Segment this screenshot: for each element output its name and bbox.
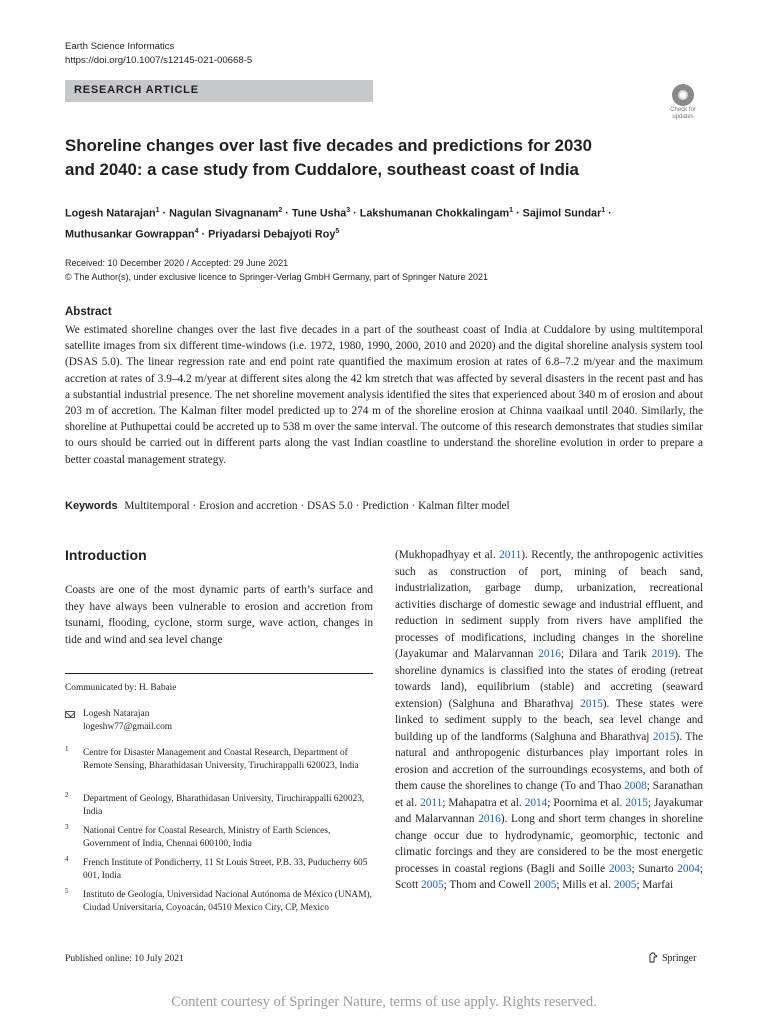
citation-link[interactable]: 2016 (478, 813, 501, 825)
doi-link[interactable]: https://doi.org/10.1007/s12145-021-00668-5 (65, 55, 253, 66)
publisher-logo (648, 952, 696, 964)
received-accepted-dates: Received: 10 December 2020 / Accepted: 29 June 2021 (65, 258, 289, 268)
affiliation-number: 2 (65, 791, 69, 799)
author-name: Lakshumanan Chokkalingam (359, 207, 510, 220)
affiliation-text: Centre for Disaster Management and Coastal Research, Department of Remote Sensing, Bharathidasan University, Tiruchirappalli 620023, India (83, 748, 359, 771)
abstract-heading: Abstract (65, 306, 112, 318)
citation-link[interactable]: 2019 (651, 648, 675, 660)
citation-link[interactable]: 2015 (652, 730, 676, 743)
publisher-name: Springer (662, 953, 697, 964)
affiliation-number: 4 (65, 855, 69, 863)
affiliation-text: French Institute of Pondicherry, 11 St Louis Street, P.B. 33, Puducherry 605 001, India (83, 858, 368, 881)
citation-link[interactable]: 2003 (608, 862, 632, 875)
author-name: Tune Usha (291, 207, 347, 220)
check-for-updates-badge[interactable] (664, 84, 702, 122)
check-updates-label: Check for updates (670, 107, 696, 120)
author-name: Nagulan Sivagnanam (169, 207, 279, 220)
author-affiliation-sup: 2 (278, 207, 283, 214)
affiliation-text: Department of Geology, Bharathidasan University, Tiruchirappalli 620023, India (83, 794, 365, 817)
affiliation-text: Instituto de Geología, Universidad Nacional Autónoma de México (UNAM), Ciudad Universitaria, Coyoacán, 04510 Mexico City, CP, Mexico (83, 890, 372, 913)
citation-link[interactable]: 2011 (499, 549, 522, 561)
affiliation-number: 3 (65, 823, 69, 831)
corresponding-email[interactable]: logeshw77@gmail.com (83, 722, 173, 732)
affiliation-number: 1 (65, 745, 69, 753)
article-title (65, 134, 665, 182)
introduction-col2-text: (Mukhopadhyay et al. 2011). Recently, the anthropogenic activities such as construction of port, mining of beach sand, industrialization, garbage dump, urbanization, recreational activities discharge of domestic sewage and industrial effluent, and reduction in sediment supply from rivers have amplified the processes of modifications, including changes in the shoreline (Jayakumar and Malarvannan 2016; Dilara and Tarik 2019). The shoreline dynamics is classified into the states of eroding (retreat towards land), equilibrium (stable) and accreting (seaward extension) (Salghuna and Bharathvaj 2015). These states were linked to sediment supply to the beach, sea level change and building up of the landforms (Salghuna and Bharathvaj 2015). The natural and anthropogenic disturbances play important roles in erosion and accretion of the surroundings ecosystems, and both of them cause the shorelines to change (To and Thao 2008; Saranathan et al. 2011; Mahapatra et al. 2014; Poornima et al. 2015; Jayakumar and Malarvannan 2016). Long and short term changes in shoreline change occur due to hydrodynamic, geomorphic, tectonic and climatic forcings and they are considered to be the most energetic processes in coastal regions (Bagli and Soille 2003; Sunarto 2004; Scott 2005; Thom and Cowell 2005; Mills et al. 2005; Marfai (395, 549, 703, 891)
check-updates-icon (672, 84, 694, 106)
author-line-2: Muthusankar Gowrappan$^4$ · Priyadarsi Debajyoti Roy$^5$ (65, 227, 340, 241)
springer-horse-icon (648, 952, 658, 963)
email-icon (65, 711, 75, 718)
journal-name: Earth Science Informatics (65, 41, 175, 52)
citation-link[interactable]: 2016 (538, 648, 561, 660)
journal-header (65, 40, 252, 68)
article-type-label: RESEARCH ARTICLE (74, 84, 199, 96)
introduction-heading: Introduction (65, 547, 147, 563)
article-meta (65, 257, 488, 284)
author-affiliation-sup: 1 (155, 207, 160, 214)
introduction-col1-text: Coasts are one of the most dynamic parts of earth’s surface and they have always been vulnerable to erosion and accretion from tsunami, flooding, cyclone, storm surge, wave action, changes in tide and wind and sea level change (65, 584, 373, 646)
citation-link[interactable]: 2004 (677, 862, 700, 875)
communicated-by: Communicated by: H. Babaie (65, 683, 177, 693)
citation-link[interactable]: 2014 (524, 796, 548, 809)
author-list (65, 202, 705, 243)
citation-link[interactable]: 2008 (624, 780, 647, 792)
affiliation-number: 5 (65, 887, 69, 895)
author-affiliation-sup: 1 (601, 207, 606, 214)
author-affiliation-sup: 4 (194, 227, 199, 235)
abstract-text: We estimated shoreline changes over the last five decades in a part of the southeast coast of India at Cuddalore by using multitemporal satellite images from six different time-windows (i.e. 1972, 1980, 1990, 2000, 2010 and 2020) and the digital shoreline analysis system tool (DSAS 5.0). The linear regression rate and end point rate quantified the maximum erosion at rates of 6.8–7.2 m/year and the maximum accretion at rates of 3.9–4.2 m/year at different sites along the 42 km stretch that was affected by several disasters in the recent past and has a substantial industrial presence. The net shoreline movement analysis identified the sites that experienced about 340 m of erosion and about 203 m of accretion. The Kalman filter model predicted up to 274 m of the shoreline erosion at Chinna vaaikaal until 2040. Similarly, the shoreline at Puthupettai could be accreted up to 538 m over the same interval. The outcome of this research demonstrates that studies similar to ours should be carried out in different parts along the vast Indian coastline to understand the shoreline evolution in order to prepare a better coastal management strategy. (65, 324, 703, 466)
citation-link[interactable]: 2015 (580, 697, 603, 710)
published-online: Published online: 10 July 2021 (65, 953, 184, 964)
corresponding-author (83, 708, 172, 734)
author-affiliation-sup: 5 (335, 227, 340, 235)
corresponding-name: Logesh Natarajan (83, 709, 150, 719)
footnote-divider (65, 673, 373, 674)
author-line-1: Logesh Natarajan$^1$ · Nagulan Sivagnanam$^2$ · Tune Usha$^3$ · Lakshumanan Chokkalingam$^1$ · Sajimol Sundar$^1$ · (65, 207, 612, 220)
citation-link[interactable]: 2005 (533, 879, 557, 891)
citation-link[interactable]: 2005 (613, 879, 637, 891)
author-name: Sajimol Sundar (522, 207, 602, 220)
title-line-2: and 2040: a case study from Cuddalore, southeast coast of India (65, 160, 579, 179)
keywords-text: Multitemporal · Erosion and accretion · DSAS 5.0 · Prediction · Kalman filter model (124, 500, 510, 512)
keywords (65, 500, 510, 512)
author-affiliation-sup: 1 (509, 207, 514, 214)
copyright-notice: © The Author(s), under exclusive licence to Springer-Verlag GmbH Germany, part of Springer Nature 2021 (65, 271, 488, 282)
author-affiliation-sup: 3 (346, 207, 351, 214)
author-name: Logesh Natarajan (65, 207, 156, 220)
citation-link[interactable]: 2005 (421, 879, 444, 891)
author-name: Muthusankar Gowrappan (65, 228, 195, 241)
keywords-label: Keywords (65, 500, 118, 512)
citation-link[interactable]: 2015 (625, 796, 648, 809)
affiliation-text: National Centre for Coastal Research, Ministry of Earth Sciences, Government of India, Chennai 600100, India (83, 826, 331, 849)
citation-link[interactable]: 2011 (420, 796, 443, 809)
title-line-1: Shoreline changes over last five decades and predictions for 2030 (65, 136, 592, 155)
content-courtesy-notice: Content courtesy of Springer Nature, terms of use apply. Rights reserved. (171, 994, 597, 1010)
author-name: Priyadarsi Debajyoti Roy (208, 228, 336, 241)
article-type-banner (65, 80, 373, 102)
